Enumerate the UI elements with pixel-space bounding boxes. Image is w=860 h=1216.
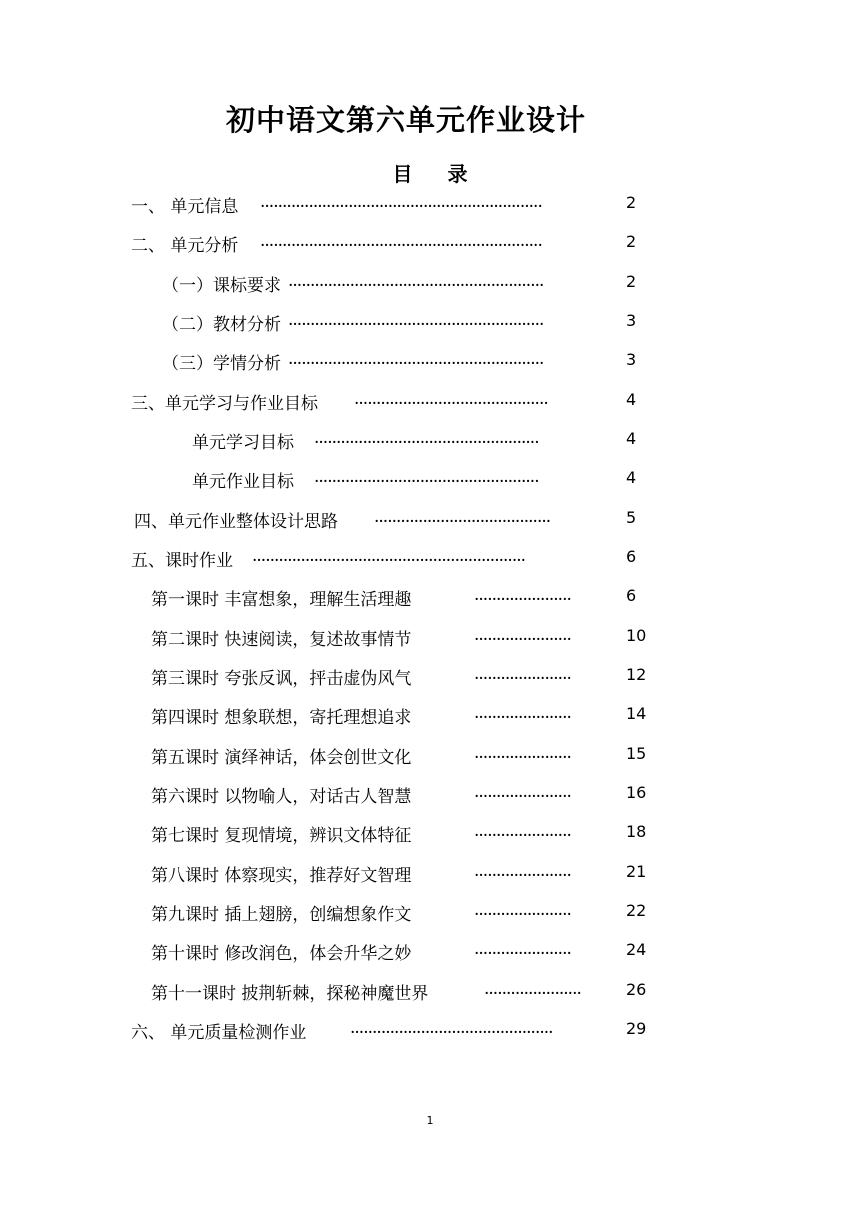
toc-entry-title: 第八课时 体察现实，推荐好文智理: [151, 866, 412, 886]
toc-entry-title: 第十一课时 披荆斩棘，探秘神魔世界: [151, 984, 429, 1004]
toc-entry[interactable]: [151, 628, 656, 652]
toc-entry-page: 29: [626, 1019, 647, 1038]
toc-entry-page: 12: [626, 665, 647, 684]
toc-entry-page: 15: [626, 744, 647, 763]
toc-entry-title: 第五课时 演绎神话，体会创世文化: [151, 748, 412, 768]
toc-leader-dots: ······················: [474, 826, 571, 846]
toc-entry[interactable]: [151, 982, 656, 1006]
toc-leader-dots: ······················: [474, 708, 571, 728]
toc-entry[interactable]: [131, 549, 656, 573]
toc-entry[interactable]: [192, 431, 656, 455]
toc-entry-title: 第一课时 丰富想象，理解生活理趣: [151, 590, 412, 610]
toc-entry-page: 3: [626, 311, 637, 330]
toc-leader-dots: ············································: [354, 394, 548, 414]
toc-entry-title: 五、课时作业: [131, 551, 233, 571]
toc-leader-dots: ······················: [474, 866, 571, 886]
toc-leader-dots: ···················································: [314, 472, 539, 492]
toc-leader-dots: ··························································: [288, 315, 544, 335]
toc-entry-page: 2: [626, 193, 637, 212]
toc-entry[interactable]: [162, 352, 656, 376]
toc-entry-title: 三、单元学习与作业目标: [131, 394, 318, 414]
toc-leader-dots: ······························································: [252, 551, 526, 571]
toc-entry-page: 4: [626, 429, 637, 448]
toc-entry-page: 4: [626, 468, 637, 487]
toc-entry[interactable]: [162, 274, 656, 298]
toc-entry-title: 第三课时 夸张反讽，抨击虚伪风气: [151, 669, 412, 689]
toc-leader-dots: ······················: [484, 984, 581, 1004]
toc-heading: 目 录: [392, 162, 468, 186]
toc-leader-dots: ································································: [260, 236, 542, 256]
toc-leader-dots: ······················: [474, 748, 571, 768]
toc-entry-page: 5: [626, 508, 637, 527]
toc-entry[interactable]: [151, 667, 656, 691]
toc-entry-title: 第九课时 插上翅膀，创编想象作文: [151, 905, 412, 925]
toc-entry-title: （二）教材分析: [162, 315, 281, 335]
toc-entry[interactable]: [151, 942, 656, 966]
toc-entry-page: 3: [626, 350, 637, 369]
toc-entry-page: 16: [626, 783, 647, 802]
page-number: 1: [426, 1114, 434, 1127]
toc-entry[interactable]: [151, 864, 656, 888]
toc-entry[interactable]: [131, 1021, 656, 1045]
toc-entry-title: 第四课时 想象联想，寄托理想追求: [151, 708, 412, 728]
toc-entry-page: 6: [626, 586, 637, 605]
toc-entry-page: 2: [626, 232, 637, 251]
toc-entry-title: 第十课时 修改润色，体会升华之妙: [151, 944, 412, 964]
toc-leader-dots: ··············································: [350, 1023, 553, 1043]
toc-entry[interactable]: [151, 706, 656, 730]
toc-entry-page: 14: [626, 704, 647, 723]
toc-leader-dots: ········································: [374, 512, 551, 532]
toc-entry-page: 2: [626, 272, 637, 291]
toc-leader-dots: ··························································: [288, 354, 544, 374]
toc-leader-dots: ······················: [474, 669, 571, 689]
toc-leader-dots: ······················: [474, 905, 571, 925]
toc-entry-title: 第二课时 快速阅读，复述故事情节: [151, 630, 412, 650]
toc-leader-dots: ······················: [474, 944, 571, 964]
toc-entry[interactable]: [151, 785, 656, 809]
document-title: 初中语文第六单元作业设计: [225, 103, 586, 137]
toc-entry-title: 单元作业目标: [192, 472, 294, 492]
toc-leader-dots: ······················: [474, 787, 571, 807]
toc-entry[interactable]: [151, 903, 656, 927]
toc-entry[interactable]: [162, 313, 656, 337]
toc-leader-dots: ······················: [474, 630, 571, 650]
toc-entry-page: 18: [626, 822, 647, 841]
toc-entry[interactable]: [131, 195, 656, 219]
toc-entry-title: （一）课标要求: [162, 276, 281, 296]
toc-entry-page: 22: [626, 901, 647, 920]
toc-entry-page: 26: [626, 980, 647, 999]
toc-entry[interactable]: [151, 588, 656, 612]
toc-leader-dots: ···················································: [314, 433, 539, 453]
toc-entry-page: 4: [626, 390, 637, 409]
toc-entry[interactable]: [192, 470, 656, 494]
toc-entry-title: 一、 单元信息: [131, 197, 239, 217]
toc-entry-title: 二、 单元分析: [131, 236, 239, 256]
toc-entry-page: 21: [626, 862, 647, 881]
toc-entry-page: 6: [626, 547, 637, 566]
toc-entry-title: 单元学习目标: [192, 433, 294, 453]
toc-leader-dots: ······················: [474, 590, 571, 610]
toc-entry[interactable]: [131, 234, 656, 258]
toc-entry[interactable]: [151, 824, 656, 848]
toc-leader-dots: ··························································: [288, 276, 544, 296]
toc-entry-title: 第七课时 复现情境，辨识文体特征: [151, 826, 412, 846]
toc-leader-dots: ································································: [260, 197, 542, 217]
toc-entry-page: 10: [626, 626, 647, 645]
toc-entry-title: 四、单元作业整体设计思路: [134, 512, 338, 532]
toc-entry[interactable]: [134, 510, 656, 534]
toc-entry[interactable]: [151, 746, 656, 770]
toc-entry-title: （三）学情分析: [162, 354, 281, 374]
toc-entry-title: 六、 单元质量检测作业: [131, 1023, 307, 1043]
toc-entry-page: 24: [626, 940, 647, 959]
toc-entry[interactable]: [131, 392, 656, 416]
toc-entry-title: 第六课时 以物喻人，对话古人智慧: [151, 787, 412, 807]
